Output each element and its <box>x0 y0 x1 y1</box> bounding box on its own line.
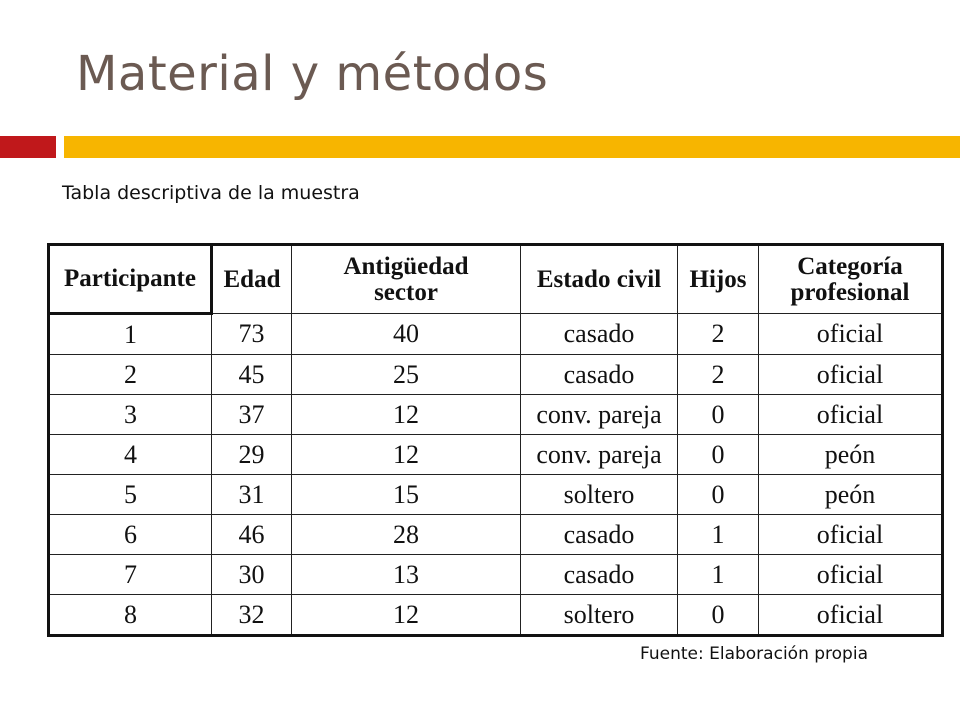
cell-edad: 37 <box>212 395 292 435</box>
header-categoria-profesional-text: Categoría profesional <box>790 252 910 306</box>
cell-antiguedad: 15 <box>292 475 521 515</box>
cell-estado-civil: conv. pareja <box>521 395 678 435</box>
cell-edad: 73 <box>212 314 292 355</box>
cell-categoria: peón <box>759 435 943 475</box>
cell-estado-civil: casado <box>521 314 678 355</box>
cell-categoria: oficial <box>759 314 943 355</box>
header-antiguedad-sector <box>292 245 521 314</box>
cell-edad: 30 <box>212 555 292 595</box>
accent-bar-gold <box>64 136 960 158</box>
cell-antiguedad: 12 <box>292 595 521 636</box>
cell-hijos: 2 <box>678 314 759 355</box>
header-participante: Participante <box>49 245 212 314</box>
table-caption: Tabla descriptiva de la muestra <box>62 182 360 204</box>
header-edad: Edad <box>212 245 292 314</box>
cell-hijos: 1 <box>678 515 759 555</box>
cell-antiguedad: 28 <box>292 515 521 555</box>
accent-bar-red <box>0 136 56 158</box>
table-row <box>49 355 943 395</box>
cell-edad: 29 <box>212 435 292 475</box>
cell-categoria: oficial <box>759 555 943 595</box>
cell-participante: 7 <box>49 555 212 595</box>
cell-participante: 1 <box>49 314 212 355</box>
cell-antiguedad: 25 <box>292 355 521 395</box>
cell-hijos: 0 <box>678 395 759 435</box>
slide-title: Material y métodos <box>76 46 549 102</box>
cell-estado-civil: soltero <box>521 595 678 636</box>
cell-participante: 4 <box>49 435 212 475</box>
sample-table <box>47 243 944 637</box>
cell-hijos: 0 <box>678 435 759 475</box>
cell-hijos: 2 <box>678 355 759 395</box>
header-hijos: Hijos <box>678 245 759 314</box>
cell-hijos: 0 <box>678 595 759 636</box>
table-row <box>49 515 943 555</box>
header-antiguedad-sector-text: Antigüedad sector <box>343 252 469 306</box>
table-row <box>49 475 943 515</box>
cell-participante: 5 <box>49 475 212 515</box>
cell-participante: 6 <box>49 515 212 555</box>
cell-categoria: oficial <box>759 515 943 555</box>
table-row <box>49 314 943 355</box>
header-categoria-profesional <box>759 245 943 314</box>
table-row <box>49 435 943 475</box>
cell-participante: 3 <box>49 395 212 435</box>
cell-antiguedad: 12 <box>292 395 521 435</box>
table-row <box>49 595 943 636</box>
cell-categoria: oficial <box>759 395 943 435</box>
header-estado-civil: Estado civil <box>521 245 678 314</box>
cell-edad: 46 <box>212 515 292 555</box>
table-row <box>49 555 943 595</box>
cell-antiguedad: 12 <box>292 435 521 475</box>
cell-antiguedad: 13 <box>292 555 521 595</box>
cell-edad: 45 <box>212 355 292 395</box>
source-note: Fuente: Elaboración propia <box>640 644 868 664</box>
cell-categoria: oficial <box>759 595 943 636</box>
cell-participante: 2 <box>49 355 212 395</box>
table-header-row <box>49 245 943 314</box>
cell-edad: 32 <box>212 595 292 636</box>
cell-estado-civil: conv. pareja <box>521 435 678 475</box>
cell-categoria: oficial <box>759 355 943 395</box>
cell-estado-civil: soltero <box>521 475 678 515</box>
cell-antiguedad: 40 <box>292 314 521 355</box>
sample-table-container <box>47 243 941 627</box>
cell-hijos: 1 <box>678 555 759 595</box>
cell-hijos: 0 <box>678 475 759 515</box>
table-row <box>49 395 943 435</box>
cell-estado-civil: casado <box>521 515 678 555</box>
cell-categoria: peón <box>759 475 943 515</box>
cell-estado-civil: casado <box>521 555 678 595</box>
cell-participante: 8 <box>49 595 212 636</box>
cell-edad: 31 <box>212 475 292 515</box>
cell-estado-civil: casado <box>521 355 678 395</box>
